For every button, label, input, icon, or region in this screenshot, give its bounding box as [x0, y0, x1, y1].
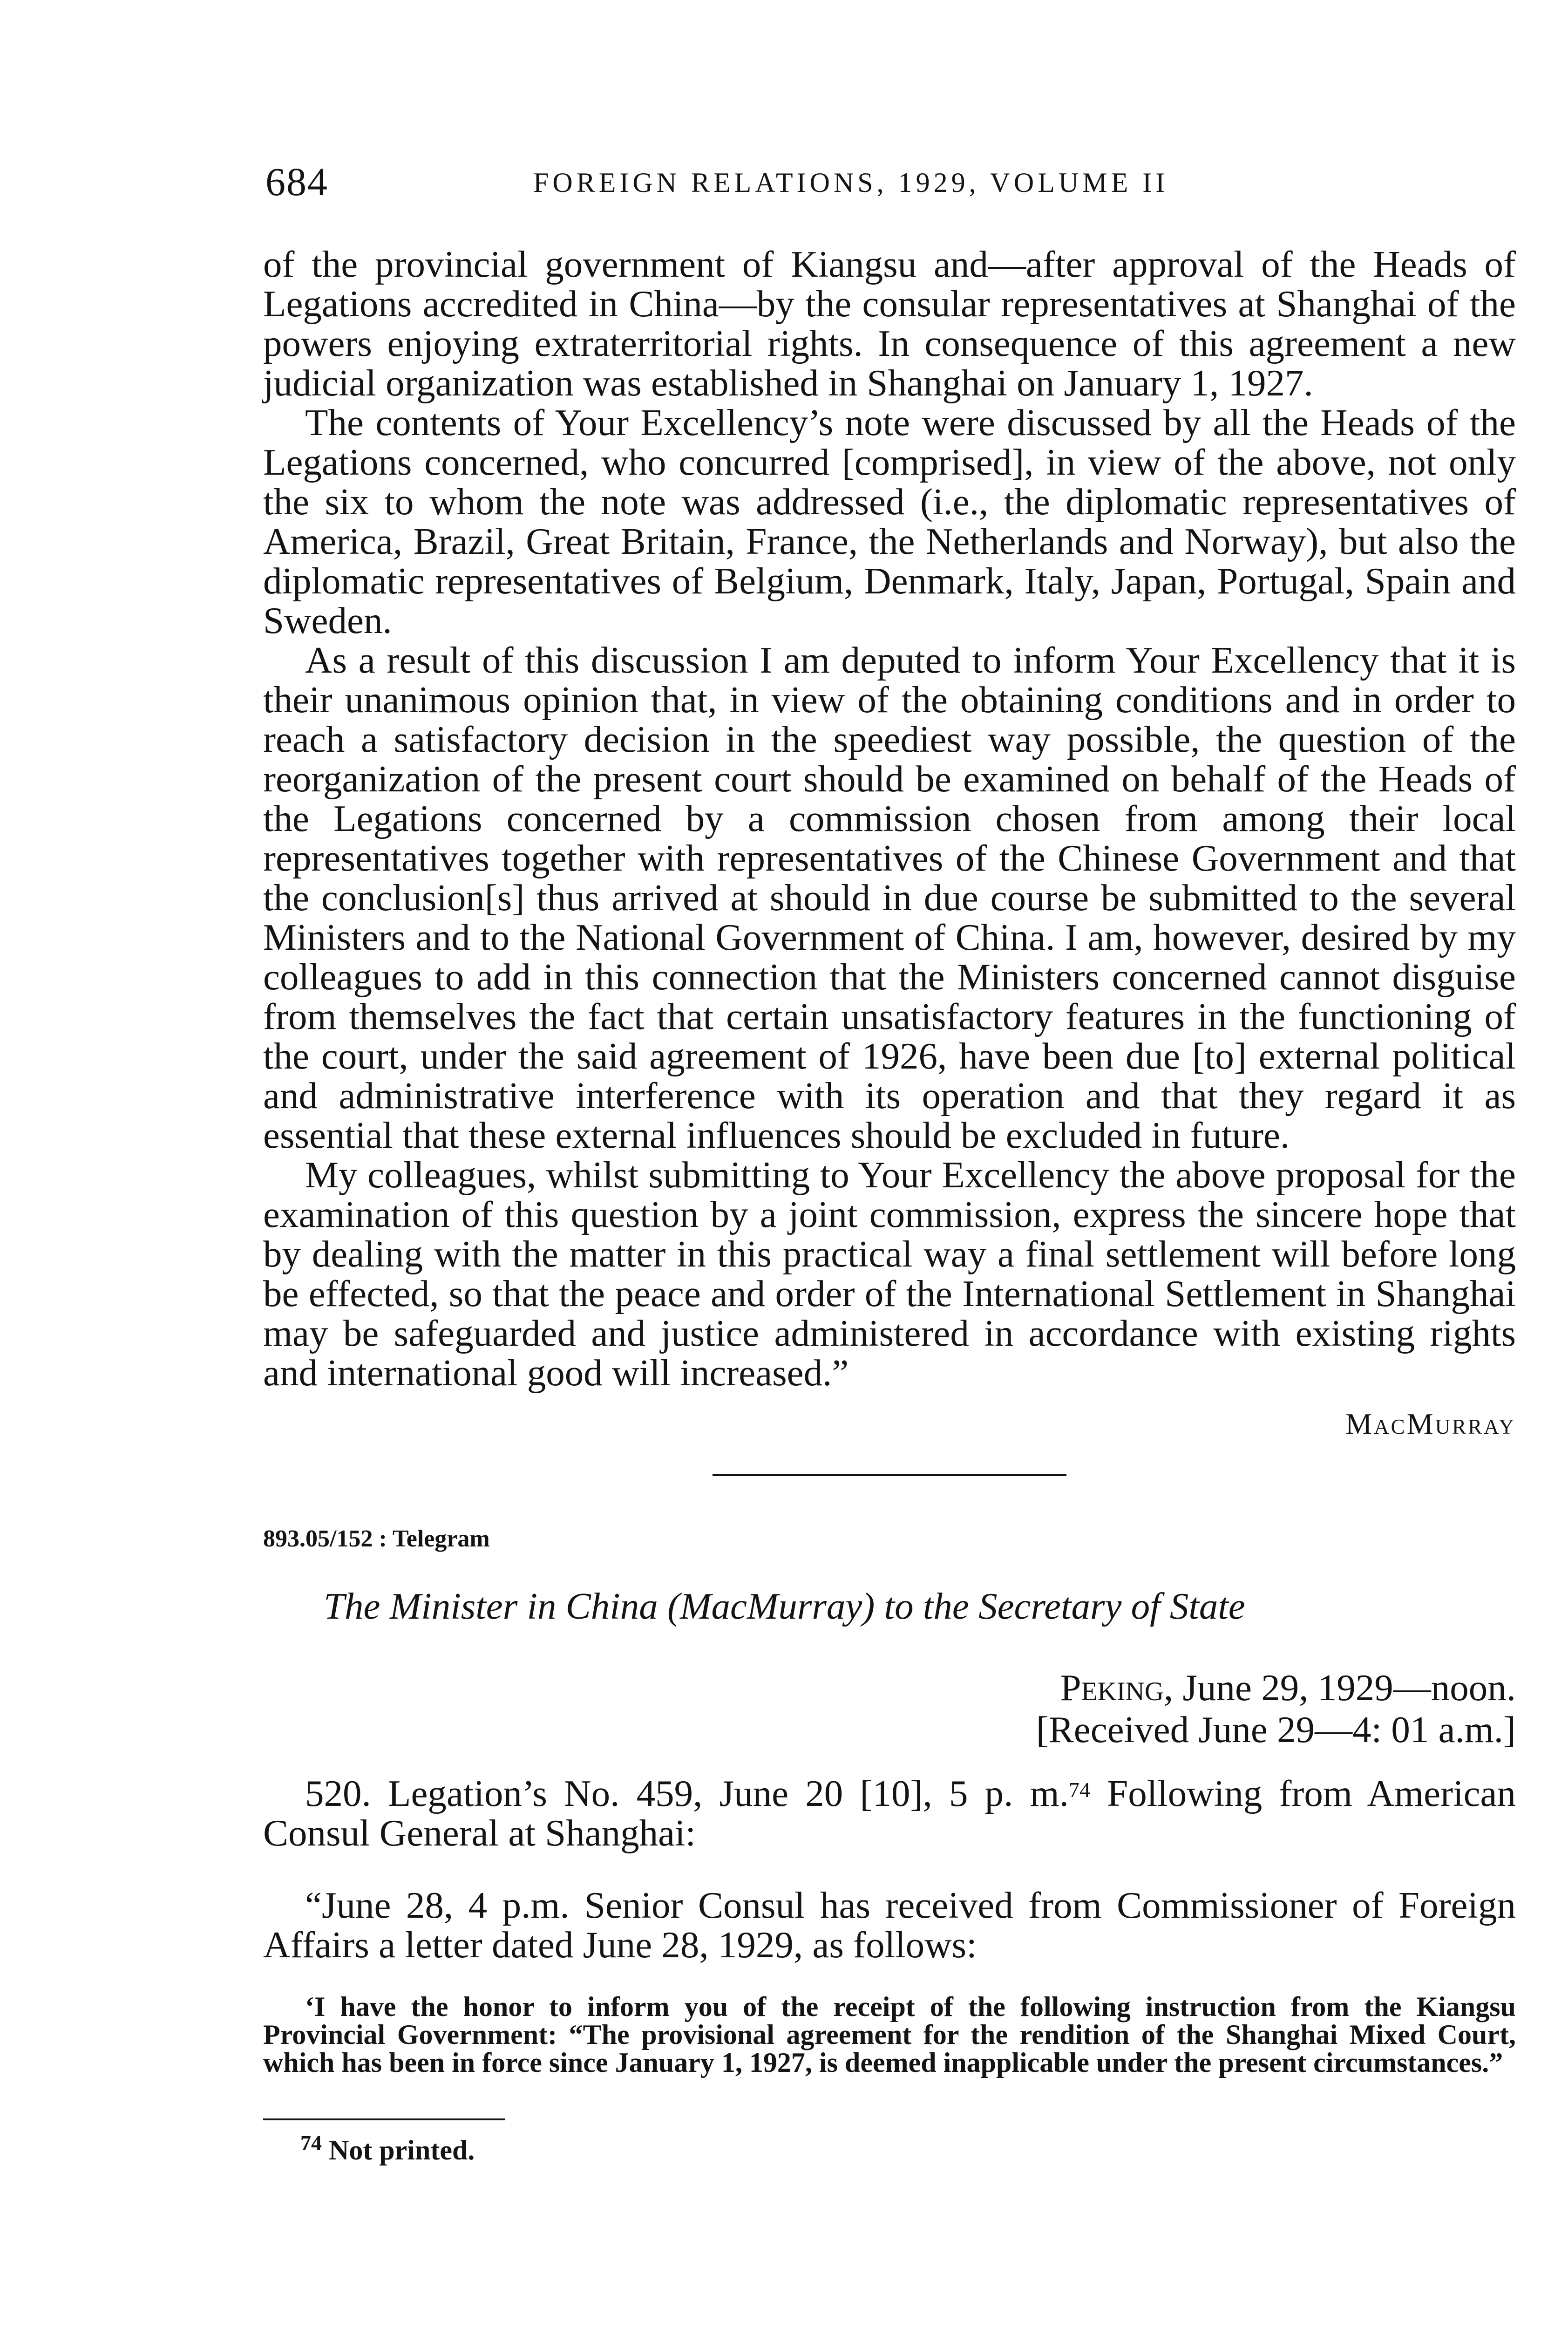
footnote-text: Not printed. — [322, 2135, 475, 2166]
telegram-paragraph-1 — [263, 1774, 1516, 1853]
dateline-place: Peking, — [1060, 1667, 1174, 1709]
paragraph-colleagues-hope: My colleagues, whilst submitting to Your Excellency the above proposal for the examination of this question by a joint commission, express the sincere hope that by dealing with the matter in this practical way a final settlement will before long be effected, so that the peace and order of the International Settlement in Shanghai may be safeguarded and justice administered in accordance with existing rights and international good will increased.” — [263, 1154, 1516, 1394]
footnote-divider — [263, 2118, 505, 2120]
page-header — [265, 158, 1514, 210]
dateline-place-date — [263, 1667, 1516, 1709]
file-reference: 893.05/152 : Telegram — [263, 1525, 490, 1552]
telegram-text-before: 520. Legation’s No. 459, June 20 [10], 5 p. m. — [305, 1772, 1069, 1814]
dateline — [263, 1667, 1516, 1750]
telegram-text-after: Following from American Consul General at Shanghai: — [263, 1772, 1516, 1854]
page-body — [263, 245, 1516, 2166]
paragraph-legations-discussion: The contents of Your Excellency’s note were discussed by all the Heads of the Legations concerned, who concurred [comprised], in view of the above, not only the six to whom the note was addressed (i.e., the diplomatic representatives of America, Brazil, Great Britain, France, the Netherlands and Norway), but also the diplomatic representatives of Belgium, Denmark, Italy, Japan, Portugal, Spain and Sweden. — [263, 402, 1516, 641]
dateline-date: June 29, 1929—noon. — [1173, 1667, 1516, 1709]
signature: MacMurray — [1345, 1407, 1516, 1440]
footnote — [300, 2131, 1516, 2166]
quoted-instruction: ‘I have the honor to inform you of the receipt of the following instruction from the Kiangsu Provincial Government: “The provisional agreement for the rendition of the Shanghai Mixed Court, which has been in force since January 1, 1927, is deemed inapplicable under the present circumstances.” — [263, 1991, 1516, 2078]
dateline-received: [Received June 29—4: 01 a.m.] — [1036, 1709, 1516, 1750]
footnote-mark: 74 — [300, 2131, 322, 2155]
telegram-paragraph-2: “June 28, 4 p.m. Senior Consul has received from Commissioner of Foreign Affairs a letter dated June 28, 1929, as follows: — [263, 1884, 1516, 1966]
section-divider — [713, 1474, 1066, 1476]
document-title: The Minister in China (MacMurray) to the Secretary of State — [324, 1585, 1245, 1627]
paragraph-continuation: of the provincial government of Kiangsu and—after approval of the Heads of Legations accredited in China—by the consular representatives at Shanghai of the powers enjoying extraterritorial rights. In consequence of this agreement a new judicial organization was established in Shanghai on January 1, 1927. — [263, 243, 1516, 404]
footnote-reference: 74 — [1068, 1778, 1090, 1802]
paragraph-commission-proposal: As a result of this discussion I am deputed to inform Your Excellency that it is their unanimous opinion that, in view of the obtaining conditions and in order to reach a satisfactory decision in the speediest way possible, the question of the reorganization of the present court should be examined on behalf of the Heads of the Legations concerned by a commission chosen from among their local representatives together with representatives of the Chinese Government and that the conclusion[s] thus arrived at should in due course be submitted to the several Ministers and to the National Government of China. I am, however, desired by my colleagues to add in this connection that the Ministers concerned cannot disguise from themselves the fact that certain unsatisfactory features in the functioning of the court, under the said agreement of 1926, have been due [to] external political and administrative interference with its operation and that they regard it as essential that these external influences should be excluded in future. — [263, 639, 1516, 1156]
running-head: FOREIGN RELATIONS, 1929, VOLUME II — [533, 167, 1169, 198]
page-number: 684 — [265, 159, 328, 204]
